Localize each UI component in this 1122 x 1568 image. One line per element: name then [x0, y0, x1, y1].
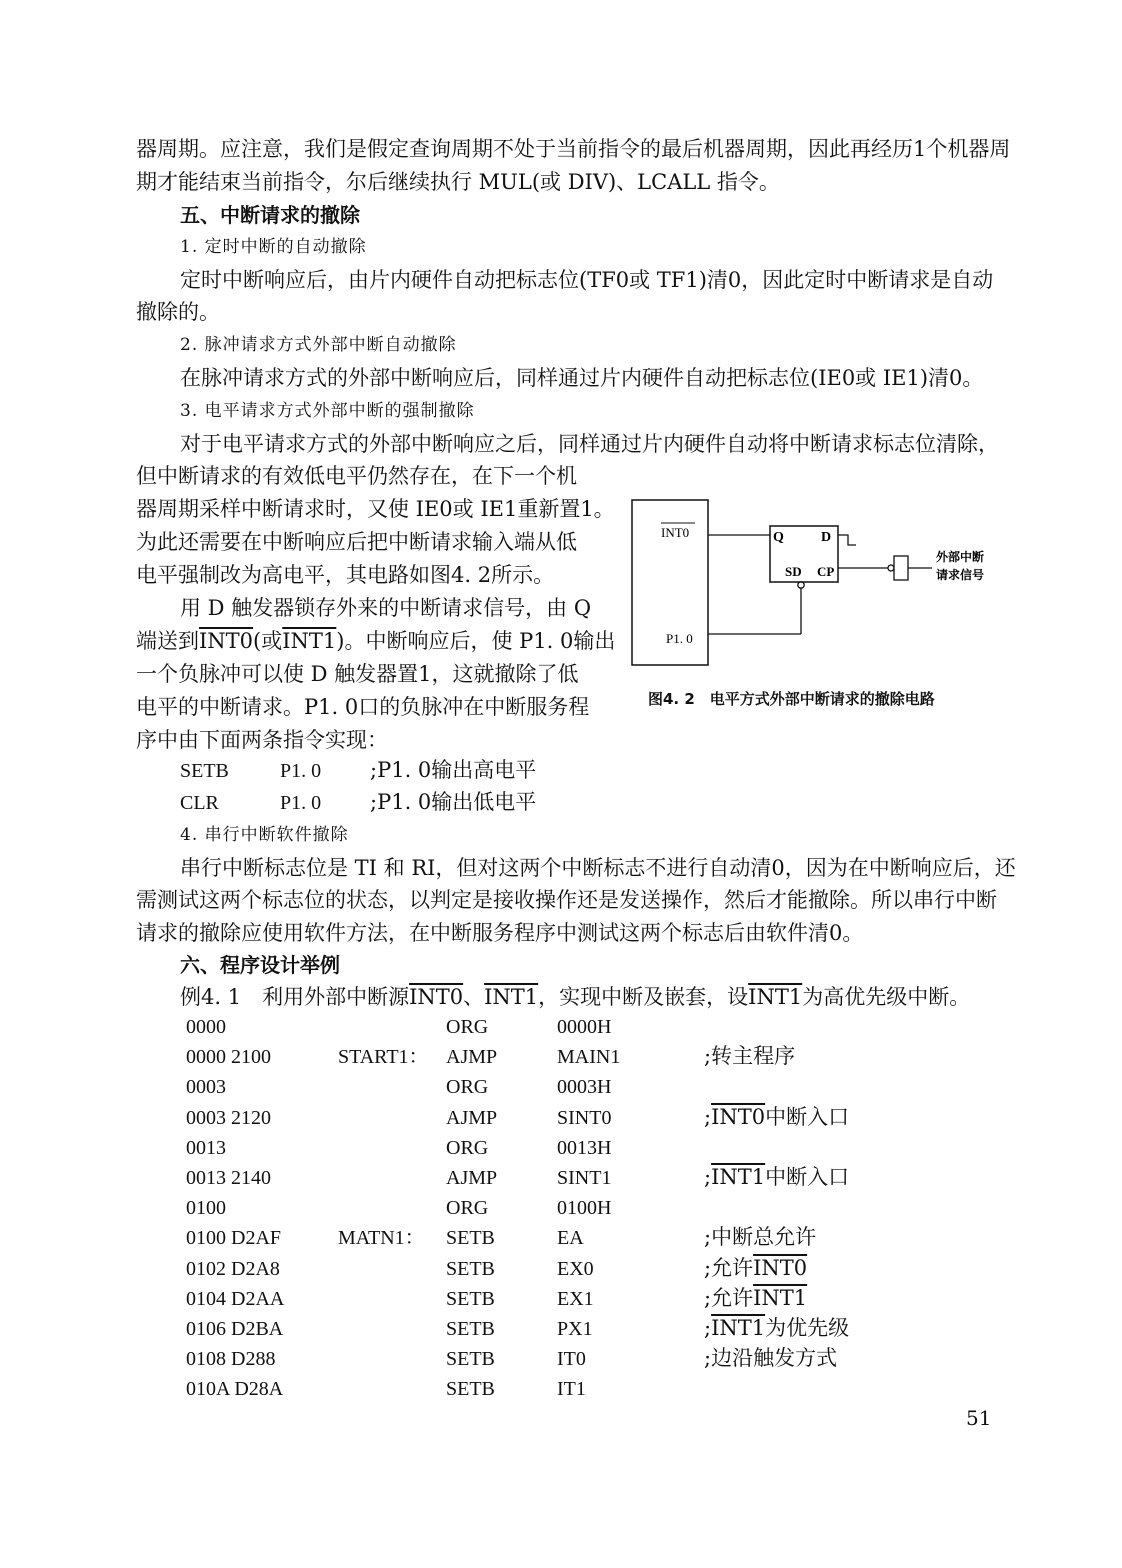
body-text-line: 电平强制改为高电平，其电路如图4. 2所示。	[136, 563, 555, 587]
code-opcode: ORG	[446, 1016, 489, 1038]
text-run: )。中断响应后，使 P1. 0输出	[336, 629, 616, 653]
code-opcode: SETB	[446, 1348, 495, 1371]
signal-name: INT1	[711, 1165, 766, 1189]
code-label: START1：	[338, 1046, 429, 1069]
d-pin-label: D	[821, 530, 832, 545]
code-comment	[704, 1041, 795, 1071]
body-text-line	[136, 626, 615, 656]
figure-caption: 图4. 2 电平方式外部中断请求的撤除电路	[648, 690, 935, 708]
body-text-line: 串行中断标志位是 TI 和 RI，但对这两个中断标志不进行自动清0，因为在中断响应后，还	[180, 856, 1016, 880]
text-run: 为高优先级中断。	[802, 985, 971, 1009]
text-run: 中断入口	[765, 1104, 850, 1129]
int1-signal-name: INT1	[282, 629, 337, 653]
text-run: 、	[463, 985, 485, 1009]
code-opcode: SETB	[446, 1287, 495, 1310]
external-signal-label: 外部中断	[936, 550, 985, 564]
body-text-line: 在脉冲请求方式的外部中断响应后，同样通过片内硬件自动把标志位(IE0或 IE1)清0。	[180, 366, 984, 390]
body-text-line: 用 D 触发器锁存外来的中断请求信号，由 Q	[180, 596, 592, 620]
code-operand: 0000H	[557, 1016, 612, 1038]
text-run: 中断入口	[765, 1165, 850, 1189]
code-operand: MAIN1	[557, 1046, 621, 1069]
subsection-heading: 4. 串行中断软件撤除	[180, 825, 349, 845]
code-operand: IT1	[557, 1378, 586, 1401]
sd-pin-label: SD	[785, 564, 802, 579]
body-text-line: 器周期。应注意，我们是假定查询周期不处于当前指令的最后机器周期，因此再经历1个机器周	[136, 137, 1011, 161]
body-text-line: 但中断请求的有效低电平仍然存在，在下一个机	[136, 464, 577, 488]
text-run: ;转主程序	[704, 1044, 796, 1069]
code-address: 0003	[186, 1076, 226, 1099]
int1-signal-name: INT1	[484, 985, 539, 1009]
code-opcode: SETB	[446, 1318, 495, 1340]
code-address: 0000	[186, 1016, 226, 1038]
subsection-heading: 1. 定时中断的自动撤除	[180, 237, 367, 257]
code-address: 0100 D2AF	[186, 1227, 282, 1250]
text-run: 为优先级	[765, 1316, 850, 1340]
instruction-comment: ;P1. 0输出低电平	[370, 790, 537, 814]
code-comment	[704, 1283, 807, 1313]
signal-name: INT0	[753, 1255, 808, 1280]
code-address: 0100	[186, 1197, 226, 1220]
subsection-heading: 2. 脉冲请求方式外部中断自动撤除	[180, 335, 457, 355]
d-tied-high	[838, 535, 856, 545]
code-operand: EX1	[557, 1287, 594, 1310]
code-comment	[704, 1222, 816, 1252]
code-address: 0000 2100	[186, 1046, 271, 1069]
text-run: ;	[704, 1165, 712, 1189]
text-run: ;中断总允许	[704, 1225, 817, 1250]
code-label: MATN1：	[338, 1227, 425, 1250]
code-comment	[704, 1313, 849, 1343]
code-opcode: AJMP	[446, 1167, 498, 1189]
inverter-buffer	[894, 556, 908, 580]
text-run: ;	[704, 1316, 712, 1340]
instruction-comment: ;P1. 0输出高电平	[370, 758, 537, 782]
instruction-op: SETB	[180, 760, 229, 782]
instruction-op: CLR	[180, 792, 219, 814]
code-address: 0108 D288	[186, 1348, 276, 1371]
body-text-line: 请求的撤除应使用软件方法，在中断服务程序中测试这两个标志后由软件清0。	[136, 921, 864, 945]
body-text-line: 器周期采样中断请求时，又使 IE0或 IE1重新置1。	[136, 497, 615, 521]
code-opcode: AJMP	[446, 1046, 498, 1069]
code-opcode: SETB	[446, 1257, 495, 1280]
code-operand: 0013H	[557, 1136, 612, 1159]
p10-pin-label: P1. 0	[666, 631, 693, 646]
text-run: ;允许	[704, 1285, 754, 1310]
code-comment	[704, 1102, 849, 1132]
code-address: 0106 D2BA	[186, 1318, 284, 1340]
body-text-line: 定时中断响应后，由片内硬件自动把标志位(TF0或 TF1)清0，因此定时中断请求是自动	[180, 268, 994, 292]
code-opcode: SETB	[446, 1227, 495, 1250]
code-comment	[704, 1343, 837, 1373]
body-text-line: 对于电平请求方式的外部中断响应之后，同样通过片内硬件自动将中断请求标志位清除，	[180, 432, 999, 456]
cp-pin-label: CP	[817, 564, 835, 579]
inverter-bubble	[888, 565, 894, 571]
instruction-arg: P1. 0	[280, 760, 322, 782]
page-number: 51	[966, 1406, 992, 1430]
code-operand: SINT1	[557, 1167, 612, 1189]
code-operand: EX0	[557, 1257, 594, 1280]
body-text-line: 一个负脉冲可以使 D 触发器置1，这就撤除了低	[136, 662, 579, 686]
body-text-line: 电平的中断请求。P1. 0口的负脉冲在中断服务程	[136, 695, 590, 719]
text-run: ;允许	[704, 1255, 754, 1280]
int0-signal-name: INT0	[199, 629, 254, 653]
code-opcode: ORG	[446, 1076, 489, 1099]
body-text-line: 期才能结束当前指令，尔后继续执行 MUL(或 DIV)、LCALL 指令。	[136, 170, 780, 194]
code-address: 0104 D2AA	[186, 1287, 285, 1310]
external-signal-label: 请求信号	[936, 568, 985, 582]
text-run: ，实现中断及嵌套，设	[538, 985, 749, 1009]
code-comment	[704, 1253, 807, 1283]
code-operand: 0100H	[557, 1197, 612, 1220]
q-pin-label: Q	[773, 530, 784, 545]
sd-inversion-bubble	[798, 582, 804, 588]
code-operand: 0003H	[557, 1076, 612, 1099]
code-operand: PX1	[557, 1318, 593, 1340]
text-run: ;边沿触发方式	[704, 1346, 838, 1371]
text-run: 例4. 1 利用外部中断源	[180, 985, 410, 1009]
subsection-heading: 3. 电平请求方式外部中断的强制撤除	[180, 401, 475, 421]
code-address: 0013	[186, 1136, 226, 1159]
code-address: 0013 2140	[186, 1167, 271, 1189]
code-operand: IT0	[557, 1348, 586, 1371]
text-run: ;	[704, 1104, 712, 1129]
code-operand: EA	[557, 1227, 584, 1250]
int0-signal-name: INT0	[409, 985, 464, 1009]
section-heading: 六、程序设计举例	[180, 953, 340, 977]
signal-name: INT1	[753, 1285, 808, 1310]
body-text-line: 序中由下面两条指令实现：	[136, 728, 388, 752]
text-run: 端送到	[136, 629, 199, 653]
example-statement	[180, 982, 970, 1012]
code-opcode: ORG	[446, 1197, 489, 1220]
signal-name: INT0	[711, 1104, 766, 1129]
int1-signal-name: INT1	[748, 985, 803, 1009]
code-opcode: AJMP	[446, 1106, 498, 1129]
circuit-diagram	[620, 488, 1010, 688]
int0-pin-label: INT0	[661, 525, 690, 540]
code-opcode: ORG	[446, 1136, 489, 1159]
code-opcode: SETB	[446, 1378, 495, 1401]
signal-name: INT1	[711, 1316, 766, 1340]
body-text-line: 为此还需要在中断响应后把中断请求输入端从低	[136, 530, 577, 554]
body-text-line: 需测试这两个标志位的状态，以判定是接收操作还是发送操作，然后才能撤除。所以串行中断	[136, 888, 997, 912]
instruction-arg: P1. 0	[280, 792, 322, 814]
text-run: (或	[253, 629, 283, 653]
code-operand: SINT0	[557, 1106, 612, 1129]
code-address: 0003 2120	[186, 1106, 271, 1129]
code-address: 010A D28A	[186, 1378, 284, 1401]
code-comment	[704, 1162, 849, 1192]
body-text-line: 撤除的。	[136, 300, 220, 324]
section-heading: 五、中断请求的撤除	[180, 203, 360, 227]
code-address: 0102 D2A8	[186, 1257, 280, 1280]
